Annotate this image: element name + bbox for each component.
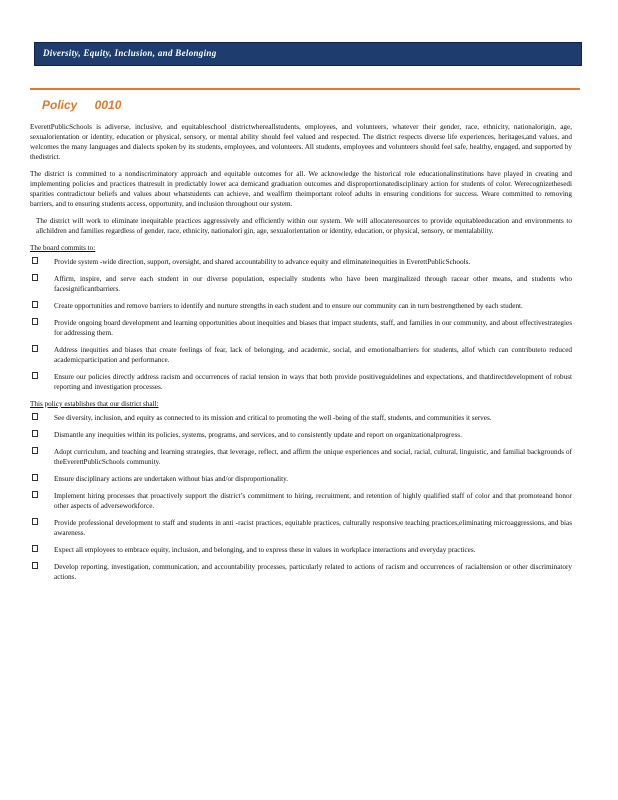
list-item: [30, 430, 572, 440]
list-item: [30, 518, 572, 538]
list-item: [30, 274, 572, 294]
bullet-box-icon: [32, 318, 38, 325]
list-item-text: Provide professional development to staff and students in anti -racist practices, equitable practices, culturally responsive teaching practices,eliminating microaggressions, and bias awareness.: [54, 519, 572, 537]
list-item-text: Adopt curriculum, and teaching and learning strategies, that leverage, reflect, and affirm the unique experiences and social, racial, cultural, linguistic, and familial backgrounds of theEverettPublicSchools community.: [54, 448, 572, 466]
list-item: [30, 372, 572, 392]
commitment-paragraph: The district is committed to a nondiscriminatory approach and equitable outcomes for all. We acknowledge the historical role educationalinstitutions have played in creating and implementing policies and practices thatresult in predictably lower aca demicand graduation outcomes and disproportionatedisciplinary action for students of color. Werecognizethesedi sparities contradictour beliefs and values about whatstudents can achieve, and wealfirm theimportant roleof adults in ensuring conditions for success. Weare committed to removing barriers, and to ensuring students access, opportunity, and inclusion throughout our system.: [30, 170, 572, 208]
list-item: [30, 413, 572, 423]
bullet-box-icon: [32, 474, 38, 481]
bullet-box-icon: [32, 257, 38, 264]
list-item-text: Implement hiring processes that proactively support the district’s commitment to hiring, recruitment, and retention of highly qualified staff of color and that promoteand honor other aspects of adverseworkforce.: [54, 492, 572, 510]
list-item-text: See diversity, inclusion, and equity as connected to its mission and critical to promoting the well -being of the staff, students, and communities it serves.: [54, 414, 492, 422]
intro-paragraph: EverettPublicSchools is adiverse, inclusive, and equitableschool districtwhereallstudents, employees, and volunteers, whatever their gender, race, ethnicity, nationalorigin, age, sexualorientation or identity, education or physical, sensory, or mental ability should feel valued and respected. The district respects diverse life experiences, heritages,and values, and welcomes the many languages and dialects spoken by its students, employees, and volunteers. All students, employees and volunteers should feel safe, healthy, engaged, and supported by thedistrict.: [30, 123, 572, 161]
list-item-text: Develop reporting, investigation, communication, and accountability processes, particularly related to actions of racism and occurrences of racialtension or other discriminatory actions.: [54, 563, 572, 581]
board-commitments-list: [30, 257, 572, 392]
list-item: [30, 301, 572, 311]
orange-divider: [30, 88, 580, 90]
header-banner: [34, 42, 582, 66]
bullet-box-icon: [32, 274, 38, 281]
list-item-text: Ensure disciplinary actions are undertaken without bias and/or disproportionality.: [54, 475, 289, 483]
bullet-box-icon: [32, 413, 38, 420]
bullet-box-icon: [32, 372, 38, 379]
bullet-box-icon: [32, 491, 38, 498]
list-item: [30, 562, 572, 582]
banner-title: Diversity, Equity, Inclusion, and Belonging: [43, 48, 217, 58]
board-commits-heading: The board commits to:: [30, 244, 96, 252]
bullet-box-icon: [32, 430, 38, 437]
list-item-text: Expect all employees to embrace equity, inclusion, and belonging, and to express these in values in workplace interactions and everyday practices.: [54, 546, 476, 554]
list-item: [30, 318, 572, 338]
district-shall-list: [30, 413, 572, 582]
policy-body: [30, 122, 572, 589]
elimination-paragraph: The district will work to eliminate inequitable practices aggressively and efficiently within our system. We will allocateresources to provide equitableeducation and environments to allchildren and families regardless of gender, race, ethnicity, nationalori gin, age, sexualorientation or identity, education, or physical, sensory, or mentalability.: [36, 217, 572, 235]
list-item-text: Ensure our policies directly address racism and occurrences of racial tension in ways that both provide positiveguidelines and expectations, and thatdirectdevelopment of robust reporting and investigation processes.: [54, 373, 572, 391]
bullet-box-icon: [32, 447, 38, 454]
bullet-box-icon: [32, 345, 38, 352]
bullet-box-icon: [32, 562, 38, 569]
bullet-box-icon: [32, 301, 38, 308]
list-item: [30, 345, 572, 365]
list-item-text: Create opportunities and remove barriers to identify and nurture strengths in each student and to ensure our community can in turn bestrengthened by each student.: [54, 302, 523, 310]
list-item-text: Provide system -wide direction, support, oversight, and shared accountability to advance equity and eliminateinequities in EverettPublicSchools.: [54, 258, 471, 266]
policy-number: Policy 0010: [42, 98, 122, 112]
list-item: [30, 447, 572, 467]
list-item-text: Address inequities and biases that create feelings of fear, lack of belonging, and academic, social, and emotionalbarriers for students, allof which can contributeto reduced academicparticipation and performance.: [54, 346, 572, 364]
list-item-text: Affirm, inspire, and serve each student in our diverse population, especially students who have been marginalized through racear other means, and students who facesignificantbarriers.: [54, 275, 572, 293]
policy-establishes-heading: This policy establishes that our district shall:: [30, 400, 159, 408]
list-item: [30, 257, 572, 267]
list-item: [30, 545, 572, 555]
bullet-box-icon: [32, 518, 38, 525]
bullet-box-icon: [32, 545, 38, 552]
list-item: [30, 474, 572, 484]
list-item: [30, 491, 572, 511]
list-item-text: Dismantle any inequities within its policies, systems, programs, and services, and to consistently update and report on organizationalprogress.: [54, 431, 462, 439]
list-item-text: Provide ongoing board development and learning opportunities about inequities and biases that impact students, staff, and families in our community, and about effectivestrategies for addressing them.: [54, 319, 572, 337]
